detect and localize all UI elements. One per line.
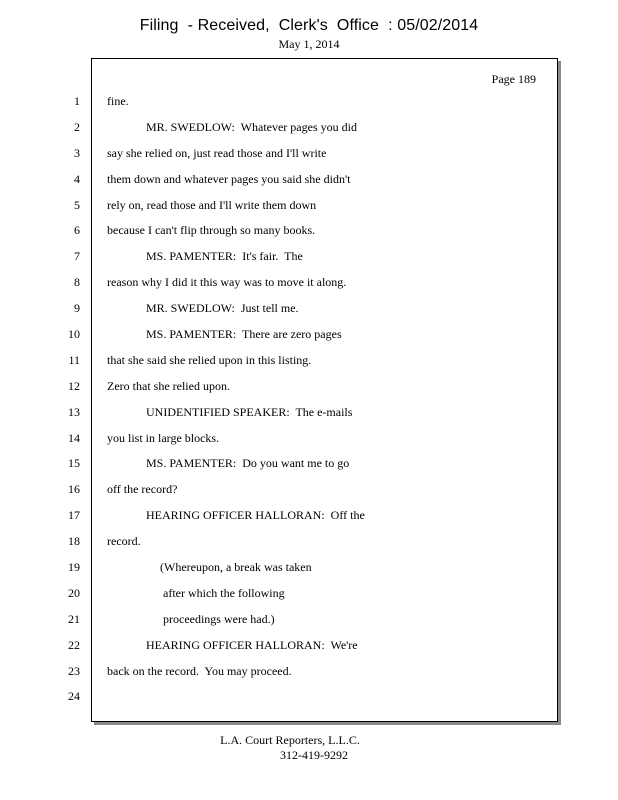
line-number: 23 bbox=[68, 663, 80, 678]
line-number: 7 bbox=[74, 249, 80, 264]
transcript-line: off the record? bbox=[107, 482, 178, 497]
page-number: Page 189 bbox=[491, 72, 536, 86]
line-number: 10 bbox=[68, 327, 80, 342]
line-number: 20 bbox=[68, 585, 80, 600]
line-number: 8 bbox=[74, 275, 80, 290]
line-number: 17 bbox=[68, 508, 80, 523]
transcript-line: MS. PAMENTER: Do you want me to go bbox=[146, 456, 350, 471]
line-number: 18 bbox=[68, 534, 80, 549]
transcript-line: rely on, read those and I'll write them down bbox=[107, 197, 317, 212]
line-number: 22 bbox=[68, 637, 80, 652]
transcript-line: UNIDENTIFIED SPEAKER: The e-mails bbox=[146, 404, 353, 419]
reporter-company: L.A. Court Reporters, L.L.C. bbox=[220, 733, 360, 747]
transcript-line: MR. SWEDLOW: Whatever pages you did bbox=[146, 119, 357, 134]
line-number-column bbox=[0, 89, 80, 710]
transcript-line: HEARING OFFICER HALLORAN: Off the bbox=[146, 508, 365, 523]
transcript-line: Zero that she relied upon. bbox=[107, 378, 230, 393]
transcript-line: them down and whatever pages you said she didn't bbox=[107, 171, 351, 186]
transcript-line: because I can't flip through so many books. bbox=[107, 223, 316, 238]
transcript-line: after which the following bbox=[163, 585, 285, 600]
line-number: 12 bbox=[68, 378, 80, 393]
line-number: 3 bbox=[74, 145, 80, 160]
line-number: 15 bbox=[68, 456, 80, 471]
line-number: 21 bbox=[68, 611, 80, 626]
transcript-line: MS. PAMENTER: It's fair. The bbox=[146, 249, 303, 264]
filing-stamp: Filing - Received, Clerk's Office : 05/02/2014 bbox=[139, 17, 479, 34]
line-number: 11 bbox=[68, 352, 80, 367]
line-number: 19 bbox=[68, 560, 80, 575]
line-number: 6 bbox=[74, 223, 80, 238]
transcript-body bbox=[107, 89, 547, 710]
transcript-line bbox=[107, 684, 547, 710]
line-number: 5 bbox=[74, 197, 80, 212]
transcript-line: (Whereupon, a break was taken bbox=[160, 560, 312, 575]
line-number: 1 bbox=[74, 94, 80, 108]
line-number: 16 bbox=[68, 482, 80, 497]
line-number: 14 bbox=[68, 430, 80, 445]
transcript-line: MS. PAMENTER: There are zero pages bbox=[146, 327, 342, 342]
transcript-date: May 1, 2014 bbox=[278, 37, 340, 51]
transcript-line: reason why I did it this way was to move it along. bbox=[107, 275, 347, 290]
transcript-line: say she relied on, just read those and I'll write bbox=[107, 145, 327, 160]
transcript-line: that she said she relied upon in this listing. bbox=[107, 352, 312, 367]
line-number: 24 bbox=[68, 689, 80, 704]
line-number: 9 bbox=[74, 301, 80, 316]
transcript-line: MR. SWEDLOW: Just tell me. bbox=[146, 301, 299, 316]
transcript-line: you list in large blocks. bbox=[107, 430, 220, 445]
transcript-line: HEARING OFFICER HALLORAN: We're bbox=[146, 637, 358, 652]
transcript-line: fine. bbox=[107, 94, 129, 108]
line-number: 13 bbox=[68, 404, 80, 419]
reporter-phone: 312-419-9292 bbox=[280, 748, 348, 762]
transcript-line: back on the record. You may proceed. bbox=[107, 663, 292, 678]
line-number: 4 bbox=[74, 171, 80, 186]
transcript-line: proceedings were had.) bbox=[163, 611, 275, 626]
line-number: 2 bbox=[74, 119, 80, 134]
transcript-line: record. bbox=[107, 534, 141, 549]
